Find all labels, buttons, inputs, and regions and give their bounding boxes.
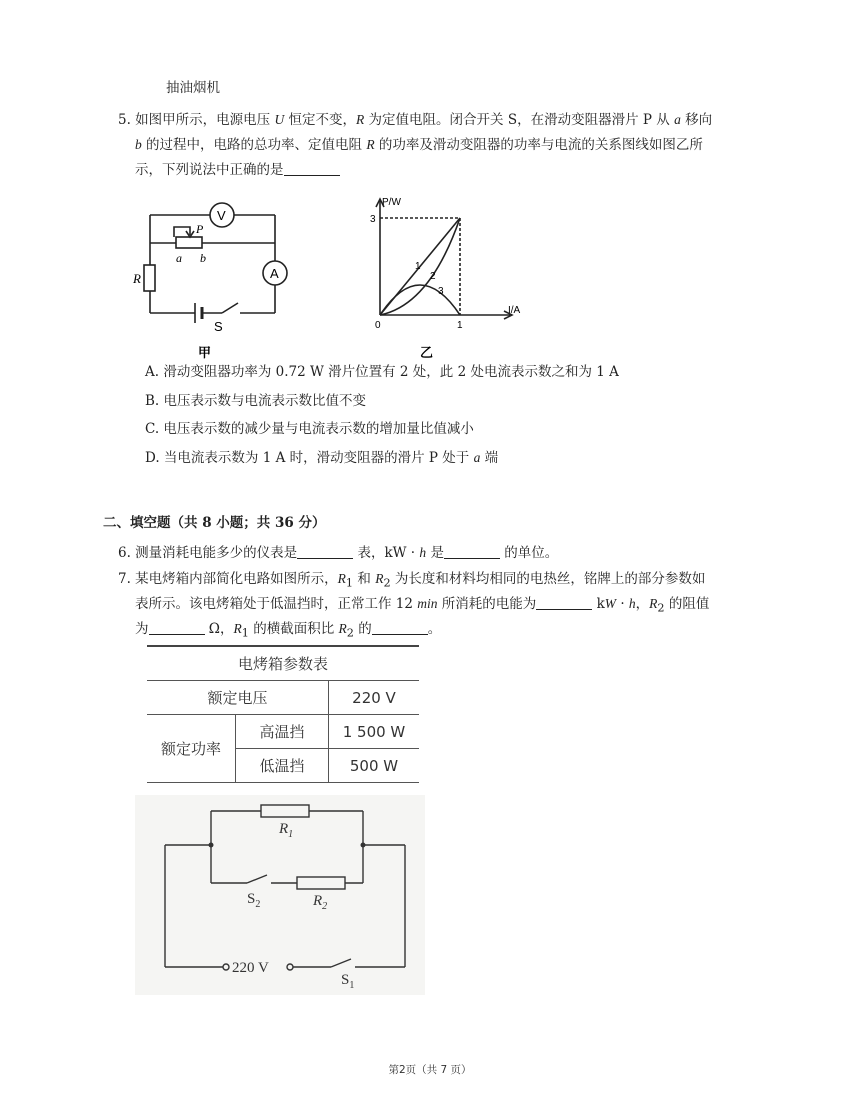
- s2-label: S: [247, 891, 256, 907]
- figure-yi-caption: 乙: [420, 346, 434, 361]
- supply-voltage-label: 220 V: [232, 960, 269, 976]
- page-footer: 第2页（共 7 页）: [388, 1064, 472, 1076]
- q5-option-a: A. 滑动变阻器功率为 0.72 W 滑片位置有 2 处，此 2 处电流表示数之和为 1 A: [145, 364, 619, 380]
- q7-line-3: 为 Ω，$R_1$ 的横截面积比 $R_2$ 的 。: [135, 621, 442, 640]
- origin-label: 0: [375, 320, 381, 331]
- answer-blank[interactable]: [536, 595, 592, 610]
- q5-line-3: 示，下列说法中正确的是: [135, 160, 340, 180]
- figure-jia-circuit: [130, 195, 300, 365]
- top-item-text: 抽油烟机: [166, 80, 220, 96]
- answer-blank[interactable]: [444, 544, 500, 559]
- figure-jia-caption: 甲: [198, 346, 212, 361]
- rated-voltage-label: 额定电压: [147, 681, 329, 715]
- voltmeter-label: V: [217, 208, 226, 223]
- figure-yi-graph: [360, 195, 530, 365]
- rated-power-label: 额定功率: [147, 715, 236, 783]
- high-setting-value: 1 500 W: [329, 715, 420, 749]
- curve-2-label: 2: [430, 271, 436, 282]
- low-setting-value: 500 W: [329, 749, 420, 783]
- answer-blank[interactable]: [149, 620, 205, 635]
- answer-blank[interactable]: [284, 161, 340, 176]
- svg-text:S1: $S_1$: [341, 972, 355, 991]
- q5-option-d: D. 当电流表示数为 1 A 时，滑动变阻器的滑片 P 处于 a 端: [145, 450, 499, 466]
- ammeter-label: A: [270, 266, 279, 281]
- q5-line-1: 5. 如图甲所示，电源电压 U 恒定不变，R 为定值电阻。闭合开关 S，在滑动变阻器滑片 P 从 a 移向: [118, 112, 713, 128]
- resistor-label: R: [133, 271, 141, 286]
- oven-circuit-diagram: [135, 795, 425, 995]
- svg-text:S2: $S_2$: [247, 891, 261, 910]
- oven-spec-table: [147, 645, 419, 783]
- r2-label: R: [313, 893, 323, 909]
- x-axis-label: I/A: [508, 305, 521, 316]
- curve-1-label: 1: [415, 261, 421, 272]
- low-setting-label: 低温挡: [236, 749, 329, 783]
- q7-line-2: 表所示。该电烤箱处于低温挡时，正常工作 12 min 所消耗的电能为 kW · h，$R_2$ 的阻值: [135, 596, 710, 615]
- rated-voltage-value: 220 V: [329, 681, 420, 715]
- junction-dot-right: [361, 843, 366, 848]
- switch-label: S: [214, 319, 223, 334]
- answer-blank[interactable]: [372, 620, 428, 635]
- question-6: 6. 测量消耗电能多少的仪表是 表，kW · h 是 的单位。: [118, 545, 559, 561]
- answer-blank[interactable]: [297, 544, 353, 559]
- high-setting-label: 高温挡: [236, 715, 329, 749]
- q5-option-c: C. 电压表示数的减少量与电流表示数的增加量比值减小: [145, 421, 474, 437]
- end-a-label: a: [176, 251, 182, 265]
- curve-3-label: 3: [438, 286, 444, 297]
- slider-label: P: [196, 222, 204, 236]
- section-2-heading: 二、填空题（共 8 小题；共 36 分）: [103, 515, 326, 531]
- y-axis-label: P/W: [382, 197, 401, 208]
- table-title: 电烤箱参数表: [147, 646, 419, 681]
- q7-line-1: 7. 某电烤箱内部简化电路如图所示，$R_1$ 和 $R_2$ 为长度和材料均相同的电热丝，铭牌上的部分参数如: [118, 571, 706, 590]
- q5-option-b: B. 电压表示数与电流表示数比值不变: [145, 393, 367, 409]
- end-b-label: b: [200, 251, 206, 265]
- x-tick-label: 1: [457, 320, 463, 331]
- svg-text:R1: $R_1$: [279, 821, 294, 840]
- s1-label: S: [341, 972, 350, 988]
- junction-dot-left: [209, 843, 214, 848]
- r1-label: R: [279, 821, 289, 837]
- y-tick-label: 3: [370, 214, 376, 225]
- svg-text:R2: $R_2$: [313, 893, 328, 912]
- q5-line-2: b 的过程中，电路的总功率、定值电阻 R 的功率及滑动变阻器的功率与电流的关系图线如图乙所: [135, 137, 703, 153]
